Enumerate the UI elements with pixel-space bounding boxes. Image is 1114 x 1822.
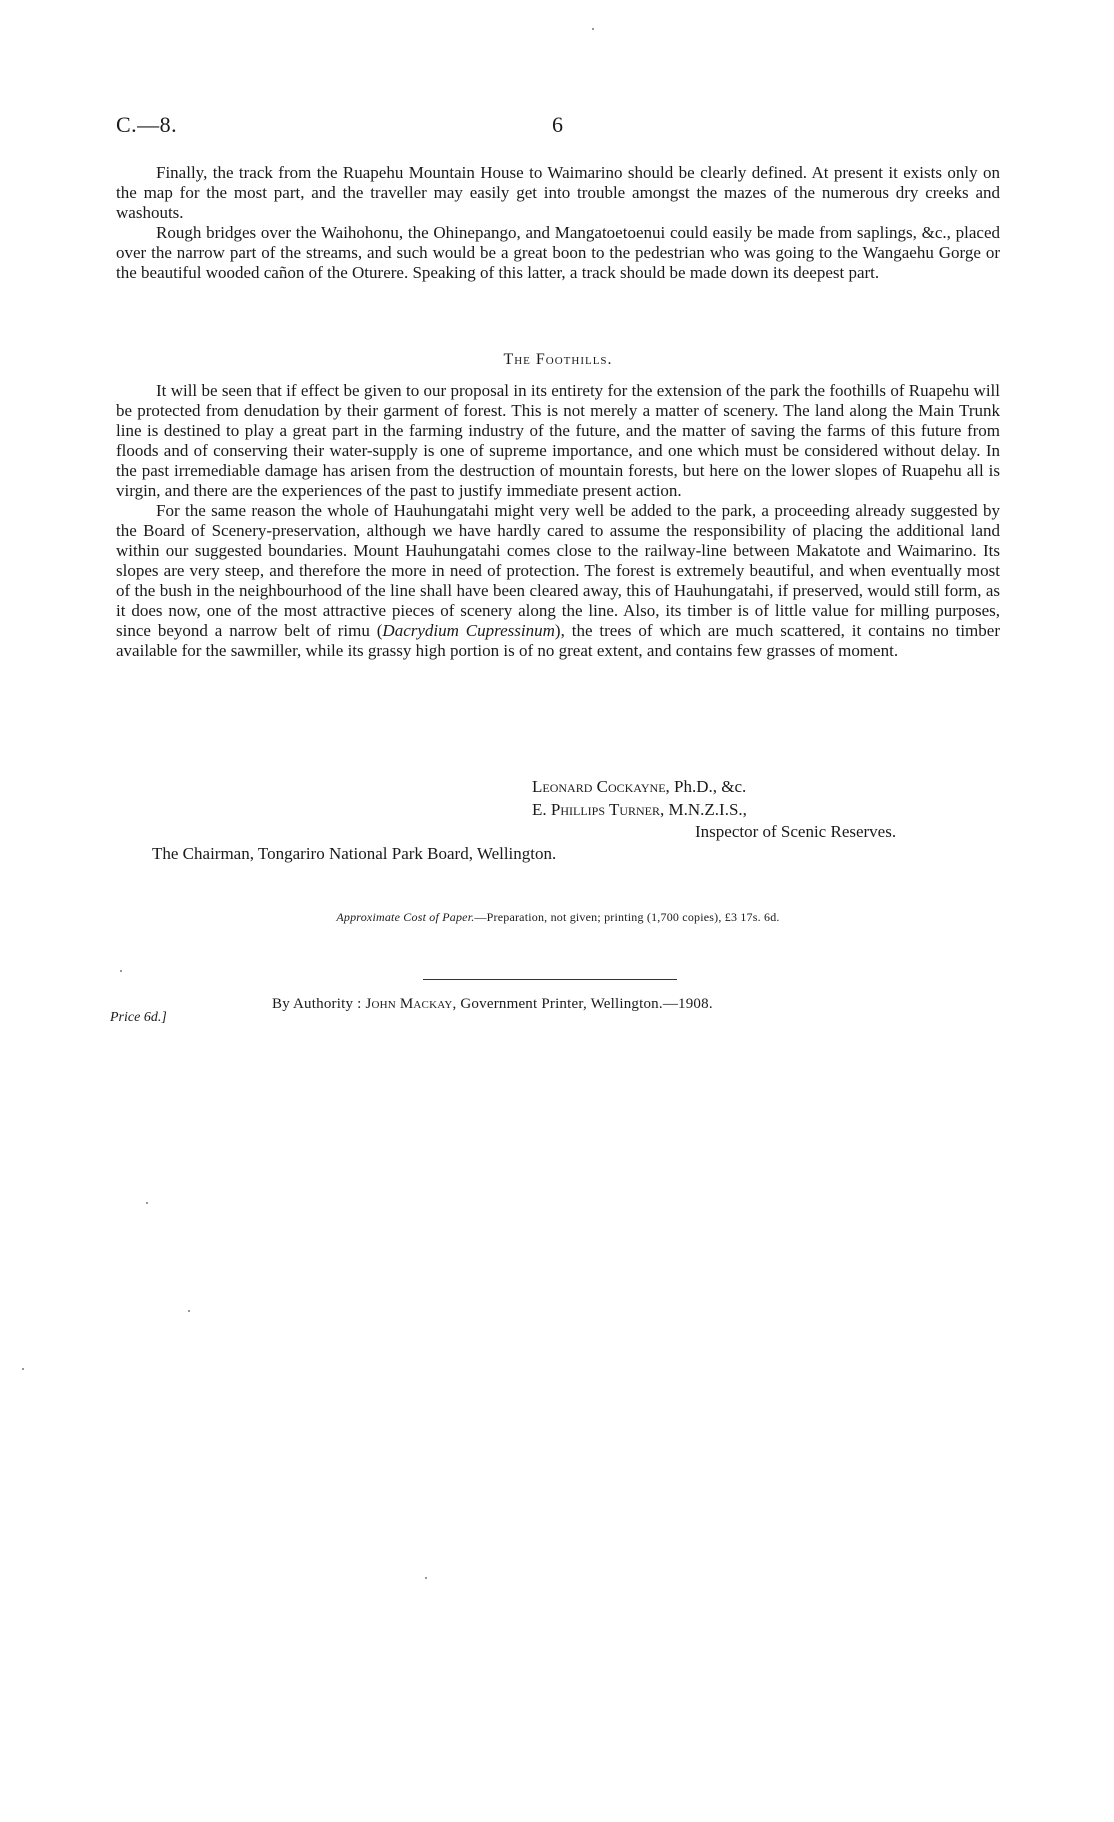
authority-prefix: By Authority : (272, 996, 366, 1012)
addressee: The Chairman, Tongariro National Park Board, Wellington. (152, 844, 557, 863)
species-name: Dacrydium Cupressinum (382, 621, 555, 640)
section-tracks (116, 163, 1000, 283)
paragraph-foothills-protection: It will be seen that if effect be given to our proposal in its entirety for the extension of the park the foothills of Ruapehu will be protected from denudation by their garment of forest. This is not merely a matter of scenery. The land along the Main Trunk line is destined to play a great part in the farming industry of the future, and the matter of saving the farms of this future from floods and of conserving their water-supply is one of supreme importance, and one which must be considered without delay. In the past irremediable damage has arisen from the destruction of mountain forests, but here on the lower slopes of Ruapehu all is virgin, and there are the experiences of the past to justify immediate present action. (116, 381, 1000, 500)
paragraph-hauhungatahi-part2: ), the trees of which are much scattered, it contains no timber available for the sawmiller, while its grassy high portion is of no great extent, and contains few grasses of moment. (116, 621, 1000, 660)
signatory-title: Inspector of Scenic Reserves. (695, 822, 897, 841)
section-foothills (116, 381, 1000, 661)
paragraph-hauhungatahi-part1: For the same reason the whole of Hauhungatahi might very well be added to the park, a proceeding already suggested by the Board of Scenery-preservation, although we have hardly cared to assume the responsibility of placing the additional land within our suggested boundaries. Mount Hauhungatahi comes close to the railway-line between Makatote and Waimarino. Its slopes are very steep, and therefore the more in need of protection. The forest is extremely beautiful, and when eventually most of the bush in the neighbourhood of the line shall have been cleared away, this of Hauhungatahi, if preserved, would still form, as it does now, one of the most attractive pieces of scenery along the line. Also, its timber is of little value for milling purposes, since beyond a narrow belt of rimu ( (116, 501, 1000, 640)
cost-text: —Preparation, not given; printing (1,700 copies), £3 17s. 6d. (474, 910, 780, 924)
footer-rule (423, 979, 677, 980)
paragraph-rough-bridges: Rough bridges over the Waihohonu, the Ohinepango, and Mangatoetoenui could easily be made from saplings, &c., placed over the narrow part of the streams, and such would be a great boon to the pedestrian who was going to the Wangaehu Gorge or the beautiful wooded cañon of the Oturere. Speaking of this latter, a track should be made down its deepest part. (116, 223, 1000, 282)
signatory-initial: E. (532, 800, 551, 819)
price: Price 6d.] (110, 1010, 167, 1025)
scan-speck (592, 28, 594, 30)
cost-of-paper (116, 910, 1000, 925)
signatory-credentials: , M.N.Z.I.S., (660, 800, 747, 819)
authority-suffix: , Government Printer, Wellington.—1908. (452, 996, 713, 1012)
printer-name: John Mackay (365, 996, 453, 1012)
scan-speck (146, 1202, 148, 1204)
signatory-name: Phillips Turner (550, 800, 661, 819)
printer-imprint (272, 996, 713, 1013)
cost-label: Approximate Cost of Paper. (336, 910, 475, 924)
scan-speck (22, 1368, 24, 1370)
series-number: C.—8. (116, 112, 178, 137)
signature-cockayne (532, 777, 746, 797)
page-number: 6 (552, 112, 563, 137)
signature-turner (532, 800, 747, 820)
paragraph-hauhungatahi (116, 501, 1000, 661)
signatory-name: Leonard Cockayne (532, 777, 666, 796)
section-heading-foothills: The Foothills. (503, 351, 613, 368)
scan-speck (188, 1310, 190, 1312)
signatory-credentials: , Ph.D., &c. (665, 777, 747, 796)
scan-speck (120, 970, 122, 972)
scan-speck (425, 1577, 427, 1579)
paragraph-track-definition: Finally, the track from the Ruapehu Mountain House to Waimarino should be clearly defined. At present it exists only on the map for the most part, and the traveller may easily get into trouble amongst the mazes of the numerous dry creeks and washouts. (116, 163, 1000, 222)
